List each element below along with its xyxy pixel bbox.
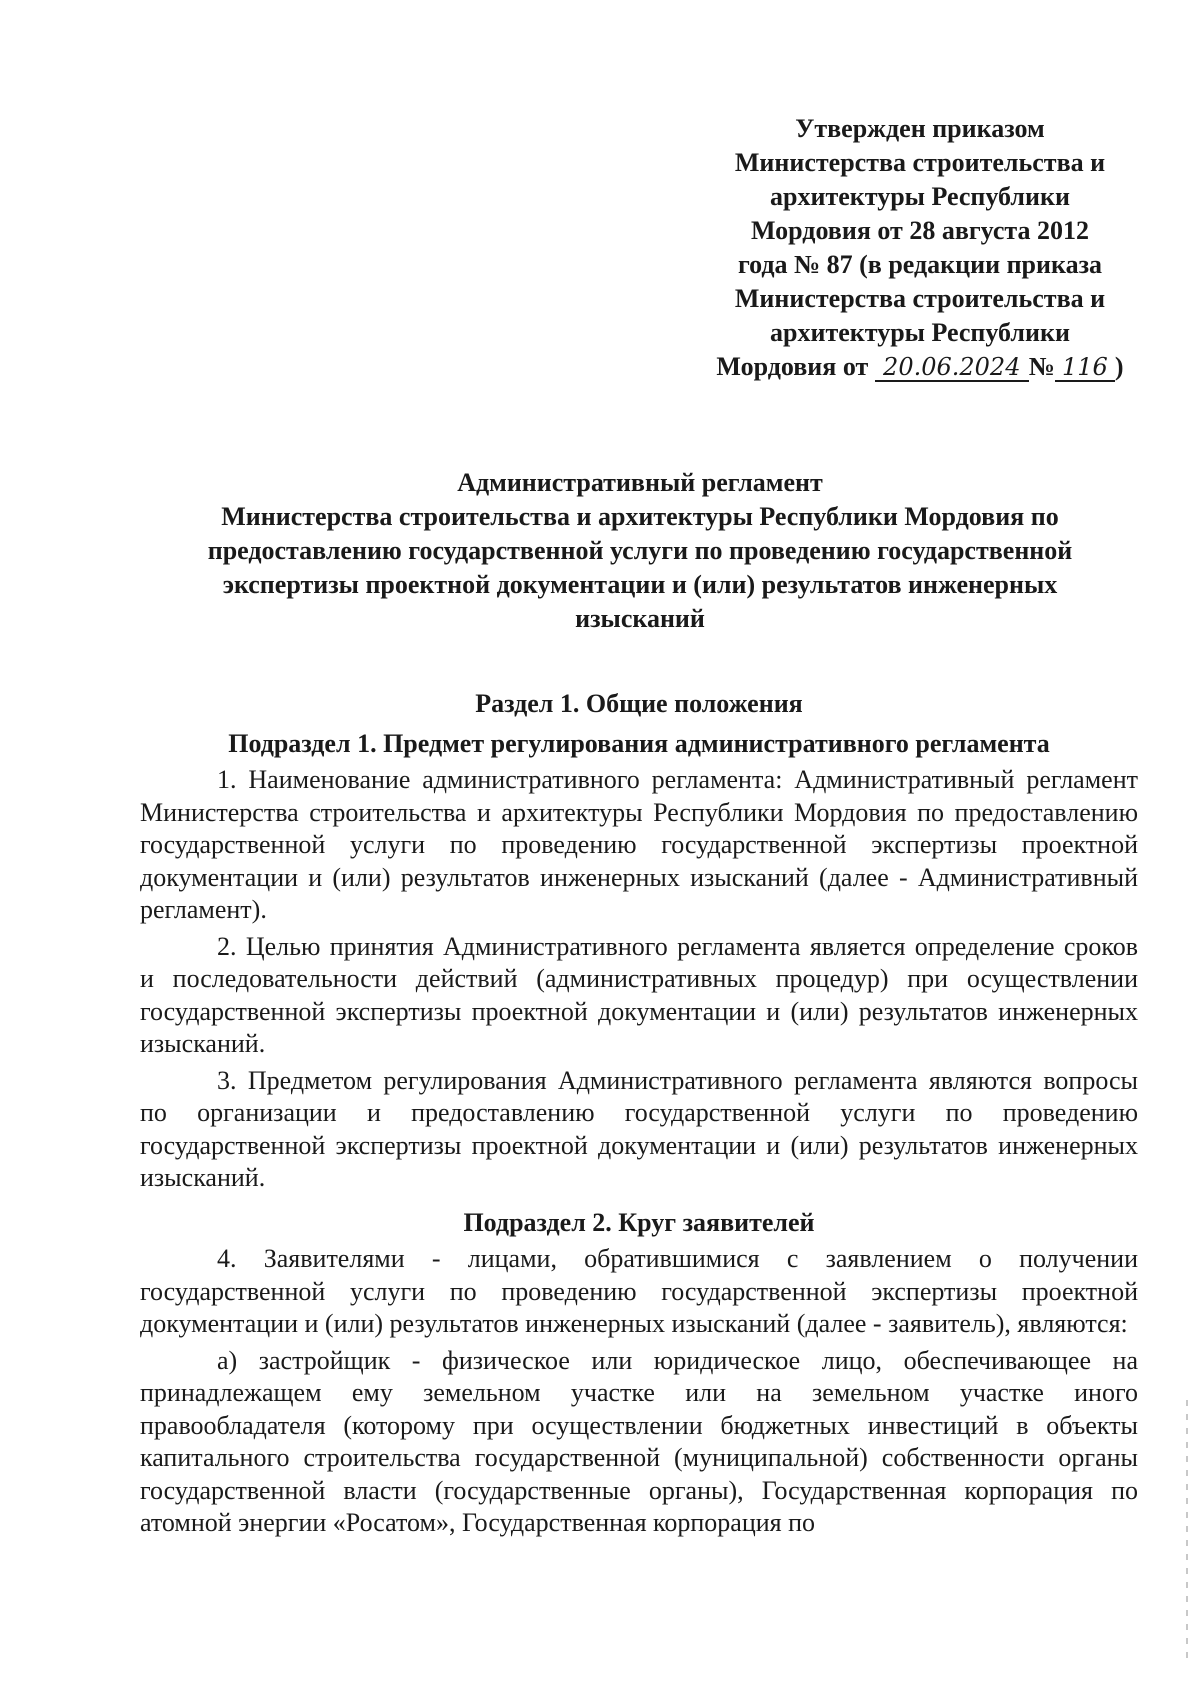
- handwritten-date: 20.06.2024: [875, 354, 1029, 382]
- paragraph: 1. Наименование административного регламента: Административный регламент Министерства строительства и архитектуры Республики Мордовия по предоставлению государственной услуги по проведению государственной экспертизы проектной документации и (или) результатов инженерных изысканий (далее - Административный регламент).: [140, 765, 1138, 924]
- subsection-heading: Подраздел 2. Круг заявителей: [463, 1207, 815, 1237]
- approval-line: года № 87 (в редакции приказа: [737, 250, 1103, 279]
- approval-line: архитектуры Республики: [770, 318, 1070, 347]
- title-line: экспертизы проектной документации и (или) результатов инженерных: [222, 570, 1058, 599]
- subsection-heading: Подраздел 1. Предмет регулирования административного регламента: [228, 728, 1050, 758]
- section-heading: Раздел 1. Общие положения: [475, 689, 803, 718]
- approval-line: Министерства строительства и: [734, 148, 1106, 177]
- approval-line: Утвержден приказом: [795, 114, 1045, 143]
- scan-edge-marks: [1186, 1400, 1188, 1660]
- title-line: изысканий: [575, 604, 705, 633]
- approval-stamp-block: [700, 112, 1140, 384]
- paragraph: 2. Целью принятия Административного регламента является определение сроков и последовательности действий (административных процедур) при осуществлении государственной экспертизы проектной документации и (или) результатов инженерных изысканий.: [140, 931, 1138, 1058]
- document-body: [140, 688, 1138, 1544]
- title-line: предоставлению государственной услуги по проведению государственной: [207, 536, 1073, 565]
- title-line: Административный регламент: [457, 468, 823, 497]
- paragraph: 4. Заявителями - лицами, обратившимися с заявлением о получении государственной услуги по проведению государственной экспертизы проектной документации и (или) результатов инженерных изысканий (далее - заявитель), являются:: [140, 1244, 1138, 1338]
- title-line: Министерства строительства и архитектуры Республики Мордовия по: [221, 502, 1059, 531]
- paragraph: 3. Предметом регулирования Административного регламента являются вопросы по организации и предоставлению государственной услуги по проведению государственной экспертизы проектной документации и (или) результатов инженерных изысканий.: [140, 1065, 1138, 1192]
- paragraph: а) застройщик - физическое или юридическое лицо, обеспечивающее на принадлежащем ему земельном участке или на земельном участке иного правообладателя (которому при осуществлении бюджетных инвестиций в объекты капитального строительства государственной (муниципальной) собственности органы государственной власти (государственные органы), Государственная корпорация по атомной энергии «Росатом», Государственная корпорация по: [140, 1345, 1138, 1537]
- approval-last-prefix: Мордовия от: [716, 352, 869, 381]
- approval-line: Мордовия от 28 августа 2012: [750, 216, 1089, 245]
- document-title: [140, 466, 1140, 636]
- approval-line: архитектуры Республики: [770, 182, 1070, 211]
- approval-line: Министерства строительства и: [734, 284, 1106, 313]
- handwritten-number: 116: [1055, 354, 1115, 382]
- number-sign: №: [1028, 352, 1055, 381]
- approval-last-line: [700, 350, 1140, 384]
- closing-paren: ): [1114, 352, 1124, 381]
